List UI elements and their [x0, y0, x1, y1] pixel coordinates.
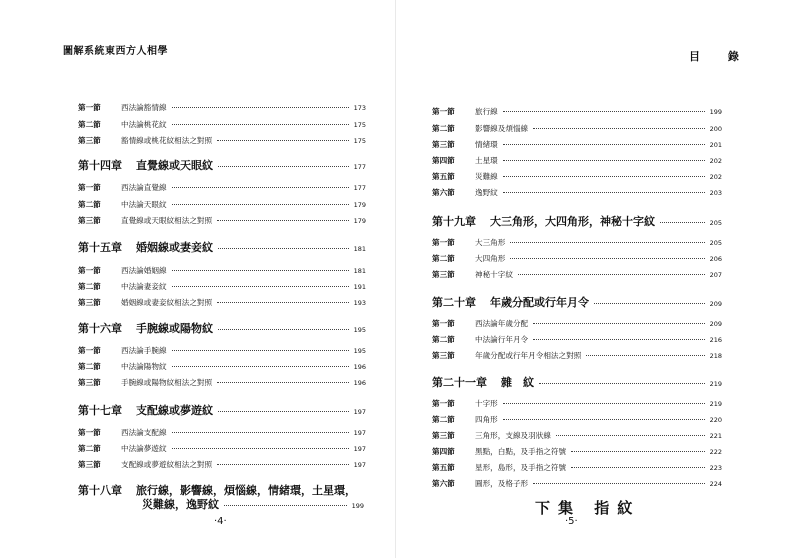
toc-page-number: 220 — [709, 416, 722, 424]
toc-entry-title: 星形，島形，及手指之符號 — [475, 463, 567, 472]
toc-section-entry[interactable] — [78, 345, 366, 359]
toc-section-entry[interactable] — [432, 253, 722, 267]
leader-dots — [518, 274, 705, 275]
toc-entry-label: 第三節 — [432, 140, 455, 149]
toc-page-number: 219 — [709, 400, 722, 408]
toc-entry-label: 第二節 — [78, 362, 101, 371]
left-page — [0, 0, 396, 558]
toc-page-number: 222 — [709, 448, 722, 456]
toc-entry-title: 支配線或夢遊紋相法之對照 — [121, 460, 213, 469]
leader-dots — [172, 124, 349, 125]
toc-entry-label: 第二十章 — [432, 296, 476, 309]
leader-dots — [172, 270, 349, 271]
leader-dots — [217, 220, 348, 221]
toc-section-entry[interactable] — [78, 443, 366, 457]
toc-entry-label: 第二節 — [432, 124, 455, 133]
page-number: ·5· — [565, 516, 578, 527]
leader-dots — [172, 187, 349, 188]
leader-dots — [503, 419, 705, 420]
toc-page-number: 191 — [353, 283, 366, 291]
leader-dots — [172, 204, 349, 205]
toc-entry-title: 四角形 — [475, 415, 498, 424]
toc-entry-label: 第二節 — [78, 120, 101, 129]
leader-dots — [217, 140, 348, 141]
toc-page-number: 202 — [709, 173, 722, 181]
toc-entry-title: 神秘十字紋 — [475, 270, 513, 279]
toc-entry-label: 第十六章 — [78, 322, 122, 335]
toc-section-entry[interactable] — [78, 459, 366, 473]
toc-entry-title: 黑點，白點，及手指之符號 — [475, 447, 567, 456]
toc-chapter-entry[interactable] — [432, 294, 722, 310]
toc-entry-label: 第三節 — [432, 270, 455, 279]
toc-entry-title: 中法論陽物紋 — [121, 362, 167, 371]
toc-section-entry[interactable] — [432, 171, 722, 185]
toc-section-entry[interactable] — [432, 318, 722, 332]
toc-page-number: 206 — [709, 255, 722, 263]
toc-section-entry[interactable] — [432, 398, 722, 412]
leader-dots — [217, 382, 348, 383]
toc-entry-label: 第三節 — [78, 136, 101, 145]
toc-entry-label: 第一節 — [78, 103, 101, 112]
running-header: 目 錄 — [689, 50, 751, 63]
toc-page-number: 175 — [353, 121, 366, 129]
leader-dots — [660, 222, 705, 223]
volume-title: 下集 指紋 — [535, 499, 641, 517]
toc-entry-title: 手腕線或陽物紋相法之對照 — [121, 378, 213, 387]
toc-entry-label: 第一節 — [432, 107, 455, 116]
toc-entry-label: 第一節 — [432, 399, 455, 408]
toc-entry-title: 中法論桃花紋 — [121, 120, 167, 129]
page-number: ·4· — [214, 516, 227, 527]
toc-entry-label: 第五節 — [432, 172, 455, 181]
toc-entry-label: 第二節 — [78, 282, 101, 291]
leader-dots — [218, 248, 349, 249]
leader-dots — [172, 366, 349, 367]
toc-entry-title: 西法論年歲分配 — [475, 319, 529, 328]
toc-section-entry[interactable] — [432, 237, 722, 251]
toc-entry-title: 大四角形 — [475, 254, 506, 263]
toc-page-number: 218 — [709, 352, 722, 360]
toc-section-entry[interactable] — [78, 102, 366, 116]
toc-entry-label: 第十九章 — [432, 215, 476, 228]
toc-continuation-title: 災難線，逸野紋 — [142, 498, 219, 511]
toc-section-entry[interactable] — [432, 478, 722, 492]
toc-page-number: 223 — [709, 464, 722, 472]
toc-section-entry[interactable] — [78, 361, 366, 375]
toc-entry-title: 旅行線，影響線，煩惱線，情緒環，土星環， — [136, 484, 356, 497]
toc-section-entry[interactable] — [432, 187, 722, 201]
toc-entry-label: 第三節 — [78, 298, 101, 307]
toc-entry-label: 第十四章 — [78, 159, 122, 172]
toc-entry-label: 第三節 — [78, 216, 101, 225]
toc-entry-title: 年歲分配或行年月令 — [490, 296, 589, 309]
toc-section-entry[interactable] — [432, 350, 722, 364]
toc-page-number: 197 — [353, 429, 366, 437]
toc-entry-label: 第一節 — [432, 319, 455, 328]
toc-entry-title: 直覺線或天眼紋 — [136, 159, 213, 172]
leader-dots — [594, 303, 705, 304]
leader-dots — [503, 111, 705, 112]
leader-dots — [533, 323, 704, 324]
toc-entry-label: 第一節 — [78, 346, 101, 355]
leader-dots — [172, 350, 349, 351]
running-header: 圖解系統東西方人相學 — [63, 46, 168, 57]
toc-section-entry[interactable] — [432, 139, 722, 153]
toc-entry-title: 手腕線或陽物紋 — [136, 322, 213, 335]
toc-entry-title: 旅行線 — [475, 107, 498, 116]
toc-section-entry[interactable] — [78, 377, 366, 391]
toc-entry-title: 婚姻線或妻妾紋 — [136, 241, 213, 254]
toc-section-entry[interactable] — [432, 430, 722, 444]
toc-section-entry[interactable] — [78, 119, 366, 133]
toc-entry-title: 年歲分配或行年月令相法之對照 — [475, 351, 582, 360]
toc-section-entry[interactable] — [78, 281, 366, 295]
leader-dots — [503, 192, 705, 193]
toc-page-number: 193 — [353, 299, 366, 307]
toc-entry-title: 影響線及煩惱線 — [475, 124, 529, 133]
toc-entry-title: 西法論直覺線 — [121, 183, 167, 192]
toc-entry-label: 第三節 — [78, 378, 101, 387]
toc-page-number: 224 — [709, 480, 722, 488]
toc-page-number: 200 — [709, 125, 722, 133]
toc-chapter-entry[interactable] — [78, 239, 366, 255]
toc-continuation-line — [142, 496, 364, 512]
leader-dots — [510, 242, 704, 243]
toc-entry-label: 第十七章 — [78, 404, 122, 417]
toc-section-entry[interactable] — [432, 123, 722, 137]
toc-entry-label: 第二節 — [432, 335, 455, 344]
toc-section-entry[interactable] — [78, 215, 366, 229]
toc-page-number: 209 — [709, 300, 722, 308]
toc-page-number: 201 — [709, 141, 722, 149]
leader-dots — [217, 302, 348, 303]
leader-dots — [172, 432, 349, 433]
toc-section-entry[interactable] — [432, 446, 722, 460]
leader-dots — [224, 505, 347, 506]
toc-page-number: 199 — [709, 108, 722, 116]
toc-entry-label: 第五節 — [432, 463, 455, 472]
toc-entry-label: 第二節 — [432, 254, 455, 263]
toc-chapter-entry[interactable] — [78, 402, 366, 418]
toc-entry-label: 第三節 — [78, 460, 101, 469]
leader-dots — [172, 286, 349, 287]
toc-page-number: 177 — [353, 163, 366, 171]
toc-section-entry[interactable] — [432, 462, 722, 476]
toc-entry-title: 直覺線或天眼紋相法之對照 — [121, 216, 213, 225]
toc-section-entry[interactable] — [432, 155, 722, 169]
toc-page-number: 179 — [353, 217, 366, 225]
toc-entry-title: 中法論妻妾紋 — [121, 282, 167, 291]
toc-entry-title: 西法論支配線 — [121, 428, 167, 437]
leader-dots — [571, 451, 704, 452]
toc-section-entry[interactable] — [78, 135, 366, 149]
toc-entry-label: 第三節 — [432, 431, 455, 440]
toc-entry-title: 中法論行年月令 — [475, 335, 529, 344]
toc-entry-label: 第一節 — [78, 428, 101, 437]
leader-dots — [218, 166, 349, 167]
leader-dots — [218, 329, 349, 330]
leader-dots — [217, 464, 348, 465]
toc-entry-label: 第一節 — [78, 266, 101, 275]
toc-page-number: 179 — [353, 201, 366, 209]
toc-page-number: 181 — [353, 245, 366, 253]
toc-page-number: 221 — [709, 432, 722, 440]
toc-entry-title: 支配線或夢遊紋 — [136, 404, 213, 417]
toc-entry-label: 第二十一章 — [432, 376, 487, 389]
toc-page-number: 203 — [709, 189, 722, 197]
right-page — [396, 0, 793, 558]
toc-entry-title: 情緒環 — [475, 140, 498, 149]
toc-page-number: 197 — [353, 461, 366, 469]
toc-entry-label: 第六節 — [432, 479, 455, 488]
toc-section-entry[interactable] — [432, 414, 722, 428]
toc-section-entry[interactable] — [78, 199, 366, 213]
toc-page-number: 216 — [709, 336, 722, 344]
toc-section-entry[interactable] — [432, 334, 722, 348]
toc-entry-label: 第二節 — [432, 415, 455, 424]
leader-dots — [556, 435, 705, 436]
leader-dots — [571, 467, 704, 468]
toc-entry-label: 第一節 — [78, 183, 101, 192]
toc-entry-title: 雜 紋 — [501, 376, 534, 389]
toc-entry-label: 第十五章 — [78, 241, 122, 254]
toc-section-entry[interactable] — [78, 297, 366, 311]
toc-section-entry[interactable] — [78, 265, 366, 279]
toc-entry-title: 中法論天眼紋 — [121, 200, 167, 209]
toc-page-number: 197 — [353, 445, 366, 453]
toc-entry-title: 圓形，及格子形 — [475, 479, 529, 488]
toc-entry-title: 婚姻線或妻妾紋相法之對照 — [121, 298, 213, 307]
toc-page-number: 209 — [709, 320, 722, 328]
toc-entry-title: 西法論婚姻線 — [121, 266, 167, 275]
leader-dots — [503, 176, 705, 177]
toc-entry-title: 西法論手腕線 — [121, 346, 167, 355]
toc-page-number: 173 — [353, 104, 366, 112]
toc-page-number: 195 — [353, 347, 366, 355]
toc-section-entry[interactable] — [78, 427, 366, 441]
toc-entry-title: 土星環 — [475, 156, 498, 165]
toc-entry-label: 第二節 — [78, 444, 101, 453]
toc-entry-label: 第四節 — [432, 447, 455, 456]
toc-page-number: 175 — [353, 137, 366, 145]
leader-dots — [539, 383, 705, 384]
toc-entry-title: 西法論豁情線 — [121, 103, 167, 112]
toc-entry-title: 逸野紋 — [475, 188, 498, 197]
toc-page-number: 196 — [353, 363, 366, 371]
toc-entry-label: 第四節 — [432, 156, 455, 165]
toc-entry-title: 大三角形 — [475, 238, 506, 247]
toc-entry-label: 第一節 — [432, 238, 455, 247]
toc-entry-title: 中法論夢遊紋 — [121, 444, 167, 453]
leader-dots — [533, 339, 704, 340]
toc-chapter-entry[interactable] — [432, 374, 722, 390]
toc-page-number: 177 — [353, 184, 366, 192]
leader-dots — [503, 403, 705, 404]
toc-entry-label: 第六節 — [432, 188, 455, 197]
toc-entry-title: 三角形，支線及羽狀線 — [475, 431, 551, 440]
leader-dots — [172, 448, 349, 449]
toc-chapter-entry[interactable] — [432, 213, 722, 229]
toc-entry-label: 第二節 — [78, 200, 101, 209]
toc-page-number: 202 — [709, 157, 722, 165]
toc-entry-title: 十字形 — [475, 399, 498, 408]
leader-dots — [503, 144, 705, 145]
leader-dots — [510, 258, 704, 259]
toc-page-number: 196 — [353, 379, 366, 387]
toc-page-number: 205 — [709, 239, 722, 247]
toc-page-number: 219 — [709, 380, 722, 388]
toc-chapter-entry[interactable] — [78, 157, 366, 173]
toc-entry-label: 第十八章 — [78, 484, 122, 497]
toc-entry-title: 豁情線或桃花紋相法之對照 — [121, 136, 213, 145]
leader-dots — [533, 483, 704, 484]
toc-entry-title: 大三角形，大四角形，神秘十字紋 — [490, 215, 655, 228]
toc-section-entry[interactable] — [432, 269, 722, 283]
leader-dots — [172, 107, 349, 108]
toc-page-number: 197 — [353, 408, 366, 416]
toc-section-entry[interactable] — [78, 182, 366, 196]
toc-entry-label: 第三節 — [432, 351, 455, 360]
leader-dots — [503, 160, 705, 161]
toc-page-number: 195 — [353, 326, 366, 334]
toc-chapter-entry[interactable] — [78, 320, 366, 336]
toc-page-number: 207 — [709, 271, 722, 279]
toc-page-number: 199 — [351, 502, 364, 510]
leader-dots — [586, 355, 704, 356]
toc-section-entry[interactable] — [432, 106, 722, 120]
toc-page-number: 205 — [709, 219, 722, 227]
toc-page-number: 181 — [353, 267, 366, 275]
leader-dots — [533, 128, 704, 129]
toc-entry-title: 災難線 — [475, 172, 498, 181]
leader-dots — [218, 411, 349, 412]
